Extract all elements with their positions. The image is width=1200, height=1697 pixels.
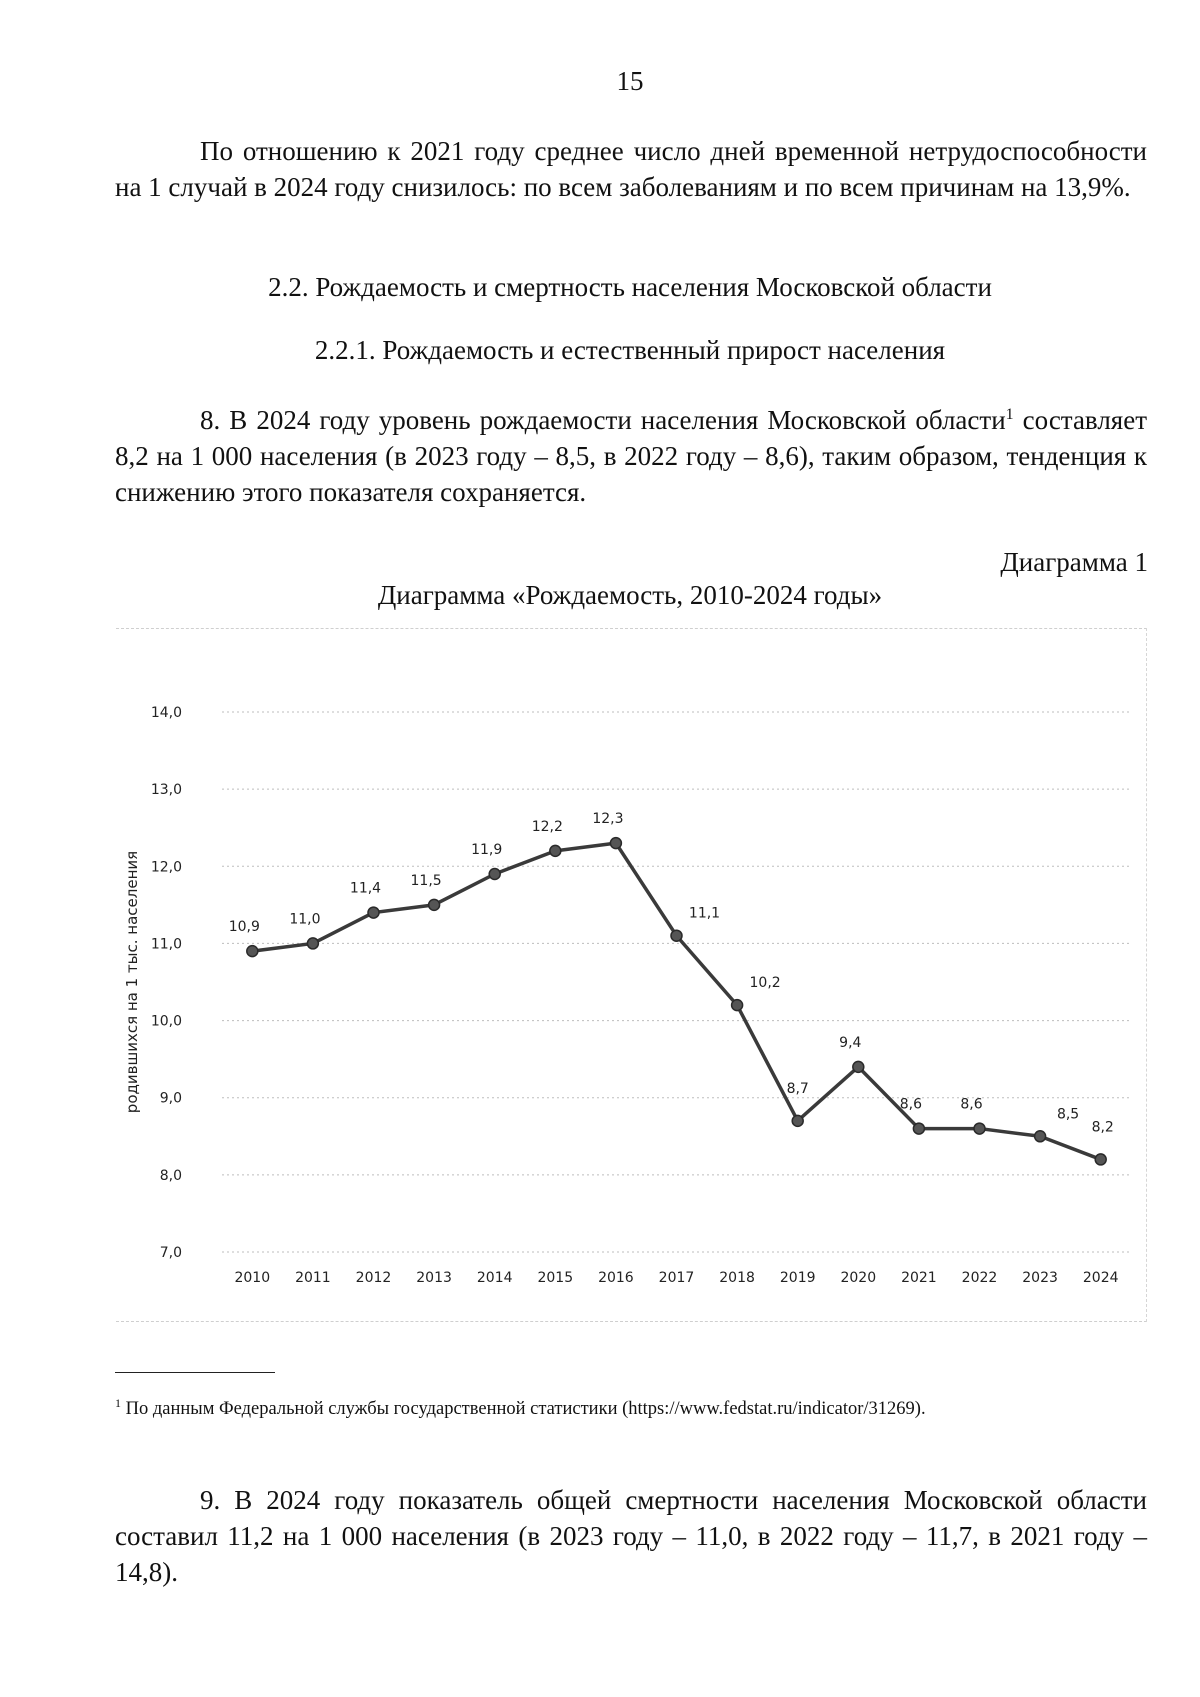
x-tick-label: 2021	[901, 1270, 937, 1286]
paragraph-mortality: 9. В 2024 году показатель общей смертности населения Московской области составил 11,2 на 1 000 населения (в 2023 году – 11,0, в 2022 году – 11,7, в 2021 году – 14,8).	[115, 1485, 1147, 1587]
footnote	[115, 1396, 926, 1420]
x-tick-label: 2015	[537, 1270, 574, 1286]
footnote-marker: 1	[115, 1396, 121, 1410]
data-label: 8,6	[960, 1096, 983, 1113]
data-point	[368, 907, 379, 918]
x-tick-label: 2012	[355, 1270, 392, 1286]
data-point	[974, 1123, 985, 1134]
footnote-reference: 1	[1005, 406, 1014, 423]
data-label: 11,1	[688, 905, 721, 922]
subsection-heading: 2.2.1. Рождаемость и естественный прирост населения	[314, 335, 946, 365]
y-tick-label: 9,0	[159, 1090, 182, 1107]
data-point	[1095, 1154, 1106, 1165]
x-tick-label: 2011	[295, 1270, 331, 1286]
paragraph-birth-rate-part1: 8. В 2024 году уровень рождаемости населения Московской области	[200, 405, 1006, 435]
y-tick-label: 13,0	[150, 782, 182, 799]
data-point	[913, 1123, 924, 1134]
y-axis-label: родившихся на 1 тыс. населения	[123, 850, 141, 1114]
paragraph-sick-leave: По отношению к 2021 году среднее число дней временной нетрудоспособности на 1 случай в 2024 году снизилось: по всем заболеваниям и по всем причинам на 13,9%.	[115, 136, 1147, 202]
x-tick-label: 2024	[1082, 1270, 1119, 1286]
data-label: 12,2	[531, 818, 563, 835]
data-point	[671, 930, 682, 941]
data-point	[247, 946, 258, 957]
data-point	[1035, 1131, 1046, 1142]
data-point	[732, 1000, 743, 1011]
y-tick-label: 7,0	[159, 1245, 182, 1261]
x-tick-label: 2010	[234, 1270, 271, 1286]
data-label: 11,0	[289, 911, 321, 928]
data-label: 8,7	[786, 1080, 809, 1097]
y-tick-label: 14,0	[150, 705, 182, 721]
chart-svg	[116, 629, 1146, 1321]
x-tick-label: 2014	[476, 1270, 513, 1286]
data-label: 12,3	[592, 811, 624, 828]
page-number: 15	[616, 66, 644, 96]
data-point	[489, 869, 500, 880]
x-tick-label: 2017	[658, 1270, 695, 1286]
y-tick-label: 11,0	[150, 936, 182, 953]
data-label: 10,2	[749, 975, 781, 992]
paragraph-birth-rate-part2: составляет 8,2 на 1 000 населения (в 2023 году – 8,5, в 2022 году – 8,6), таким образом, тенденция к снижению этого показателя сохраняется.	[115, 405, 1147, 507]
footnote-divider	[115, 1372, 275, 1373]
data-point	[307, 938, 318, 949]
data-label: 11,9	[471, 842, 503, 858]
x-tick-label: 2019	[779, 1270, 816, 1286]
y-tick-label: 12,0	[150, 859, 182, 876]
data-point	[853, 1061, 864, 1072]
x-tick-label: 2016	[598, 1270, 634, 1286]
data-point	[429, 899, 440, 910]
data-point	[550, 845, 561, 856]
diagram-label: Диаграмма 1	[1000, 547, 1148, 577]
x-tick-label: 2022	[961, 1270, 998, 1286]
x-tick-label: 2020	[840, 1270, 877, 1286]
x-tick-label: 2013	[416, 1270, 452, 1286]
x-tick-label: 2023	[1022, 1270, 1058, 1286]
data-label: 8,2	[1091, 1119, 1114, 1136]
data-label: 8,6	[899, 1096, 923, 1113]
section-heading: 2.2. Рождаемость и смертность населения Московской области	[268, 272, 992, 302]
data-point	[792, 1115, 803, 1126]
diagram-title: Диаграмма «Рождаемость, 2010-2024 годы»	[377, 580, 883, 610]
data-label: 9,4	[839, 1034, 862, 1051]
paragraph-birth-rate	[115, 397, 1147, 510]
footnote-text: По данным Федеральной службы государственной статистики (https://www.fedstat.ru/indicator/31269).	[121, 1399, 926, 1420]
data-label: 11,5	[410, 872, 442, 889]
y-tick-label: 10,0	[150, 1013, 182, 1030]
data-label: 11,4	[349, 880, 382, 897]
birth-rate-chart	[116, 628, 1147, 1322]
x-tick-label: 2018	[719, 1270, 755, 1286]
y-tick-label: 8,0	[159, 1167, 182, 1184]
data-point	[610, 838, 621, 849]
data-label: 8,5	[1056, 1106, 1080, 1123]
data-label: 10,9	[228, 919, 260, 936]
